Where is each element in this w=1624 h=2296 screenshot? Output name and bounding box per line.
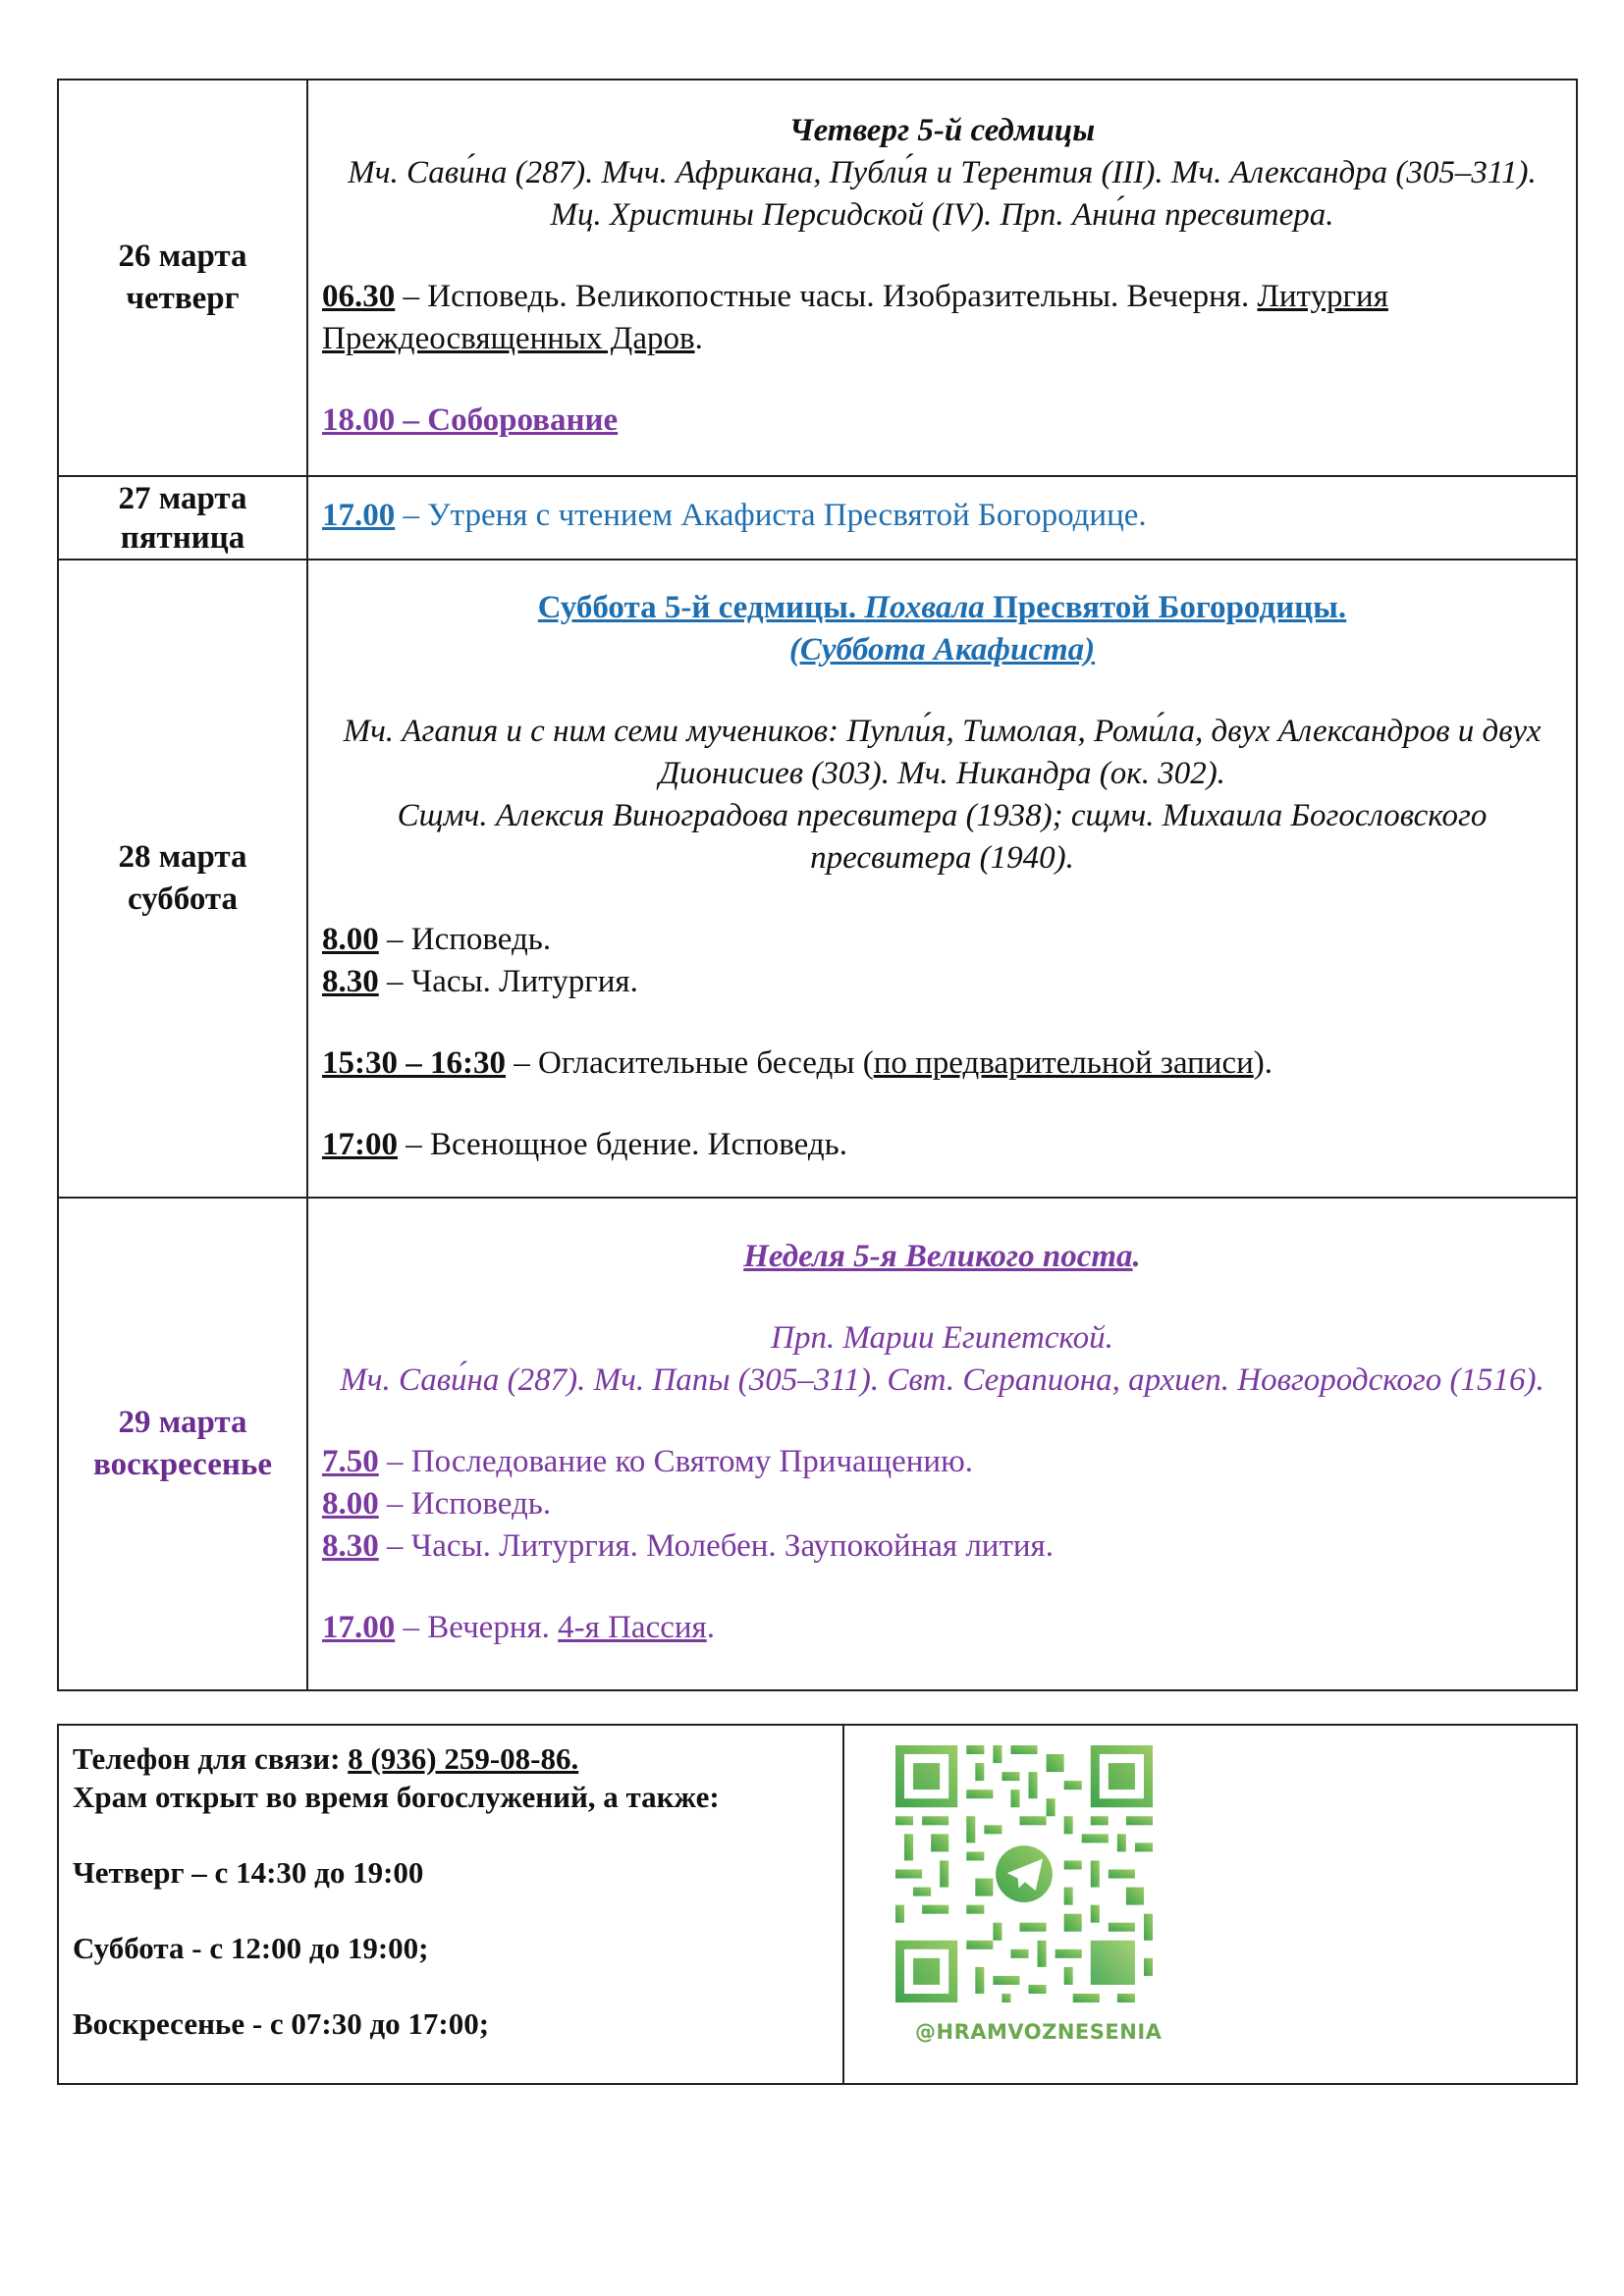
date-cell [58, 476, 307, 560]
passion-link[interactable]: 4-я Пассия [558, 1609, 707, 1645]
services-cell [307, 1198, 1577, 1690]
saints-text: Сщмч. Алексия Виноградова пресвитера (1938); сщмч. Михаила Богословского пресвитера (1940). [397, 798, 1488, 876]
weekday-label: пятница [120, 519, 245, 556]
saints-text: Мч. Сави́на (287). Мчч. Африкана, Публи́я и Терентия (III). Мч. Александра (305–311). Мц. Христины Персидской (IV). Прп. Ани́на пресвитера. [348, 155, 1537, 233]
service-time: 15:30 – 16:30 [322, 1045, 506, 1081]
service-line: 15:30 – 16:30 – Огласительные беседы (по предварительной записи). [322, 1045, 1273, 1081]
date-cell [58, 1198, 307, 1690]
service-time: 17.00 [322, 498, 396, 533]
date-label: 28 марта [118, 839, 247, 875]
qr-panel [844, 1726, 1576, 2083]
service-line: 17:00 – Всенощное бдение. Исповедь. [322, 1127, 847, 1162]
date-cell [58, 80, 307, 476]
hours-sunday: Воскресенье - с 07:30 до 17:00; [73, 2006, 490, 2041]
day-subtitle[interactable]: (Суббота Акафиста) [788, 632, 1096, 667]
weekday-label: воскресенье [93, 1447, 272, 1482]
service-time: 8.30 [322, 964, 379, 999]
schedule-row-27 [58, 476, 1577, 560]
service-time: 8.00 [322, 922, 379, 957]
service-line: 17.00 – Утреня с чтением Акафиста Пресвятой Богородице. [322, 498, 1147, 533]
services-cell [307, 80, 1577, 476]
phone-link[interactable]: 8 (936) 259-08-86. [348, 1741, 579, 1776]
service-line: 8.00 – Исповедь. [322, 922, 552, 957]
day-title: Неделя 5-я Великого поста. [743, 1238, 1141, 1274]
saints-text: Мч. Сави́на (287). Мч. Папы (305–311). Свт. Серапиона, архиеп. Новгородского (1516). [340, 1362, 1544, 1398]
hours-saturday: Суббота - с 12:00 до 19:00; [73, 1931, 429, 1965]
service-time: 8.00 [322, 1485, 379, 1522]
service-time: 7.50 [322, 1443, 379, 1479]
service-time: 06.30 [322, 279, 396, 314]
service-line: 8.30 – Часы. Литургия. Молебен. Заупокойная лития. [322, 1527, 1054, 1564]
services-cell [307, 476, 1577, 560]
registration-link[interactable]: по предварительной записи [873, 1045, 1254, 1081]
open-hours-intro: Храм открыт во время богослужений, а также: [73, 1780, 720, 1814]
date-label: 29 марта [118, 1405, 247, 1440]
day-title: Четверг 5-й седмицы [788, 113, 1096, 148]
service-line: 8.00 – Исповедь. [322, 1485, 552, 1522]
service-link[interactable]: Литургия Преждеосвященных Даров [322, 279, 1388, 356]
service-line-sobor[interactable]: 18.00 – Соборование [322, 402, 619, 438]
service-time: 17:00 [322, 1127, 398, 1162]
service-line: 06.30 – Исповедь. Великопостные часы. Изобразительны. Вечерня. Литургия Преждеосвященных Даров. [322, 279, 1388, 356]
telegram-qr-code[interactable] [895, 1745, 1153, 2002]
contact-box [57, 1724, 1578, 2085]
services-cell [307, 560, 1577, 1198]
telegram-handle: @HRAMVOZNESENIA [915, 2020, 1163, 2044]
weekday-label: четверг [126, 281, 240, 316]
day-title[interactable]: Суббота 5-й седмицы. Похвала Пресвятой Богородицы. [537, 590, 1347, 625]
schedule-row-26 [58, 80, 1577, 476]
saints-text: Мч. Агапия и с ним семи мучеников: Пупли́я, Тимолая, Роми́ла, двух Александров и двух Дионисиев (303). Мч. Никандра (ок. 302). [343, 714, 1542, 791]
schedule-row-29 [58, 1198, 1577, 1690]
date-cell [58, 560, 307, 1198]
weekday-label: суббота [127, 881, 239, 917]
hours-thursday: Четверг – с 14:30 до 19:00 [73, 1855, 424, 1890]
service-time: 8.30 [322, 1527, 379, 1564]
date-label: 26 марта [118, 239, 247, 274]
schedule-table [57, 79, 1578, 1691]
saints-text: Прп. Марии Египетской. [771, 1319, 1113, 1356]
contact-info [59, 1726, 844, 2083]
schedule-row-28 [58, 560, 1577, 1198]
service-line: 8.30 – Часы. Литургия. [322, 964, 638, 999]
service-line: 17.00 – Вечерня. 4-я Пассия. [322, 1609, 715, 1645]
service-time: 17.00 [322, 1609, 396, 1645]
service-line: 7.50 – Последование ко Святому Причащению. [322, 1443, 973, 1479]
phone-line: Телефон для связи: 8 (936) 259-08-86. [73, 1741, 579, 1776]
date-label: 27 марта [118, 480, 247, 516]
